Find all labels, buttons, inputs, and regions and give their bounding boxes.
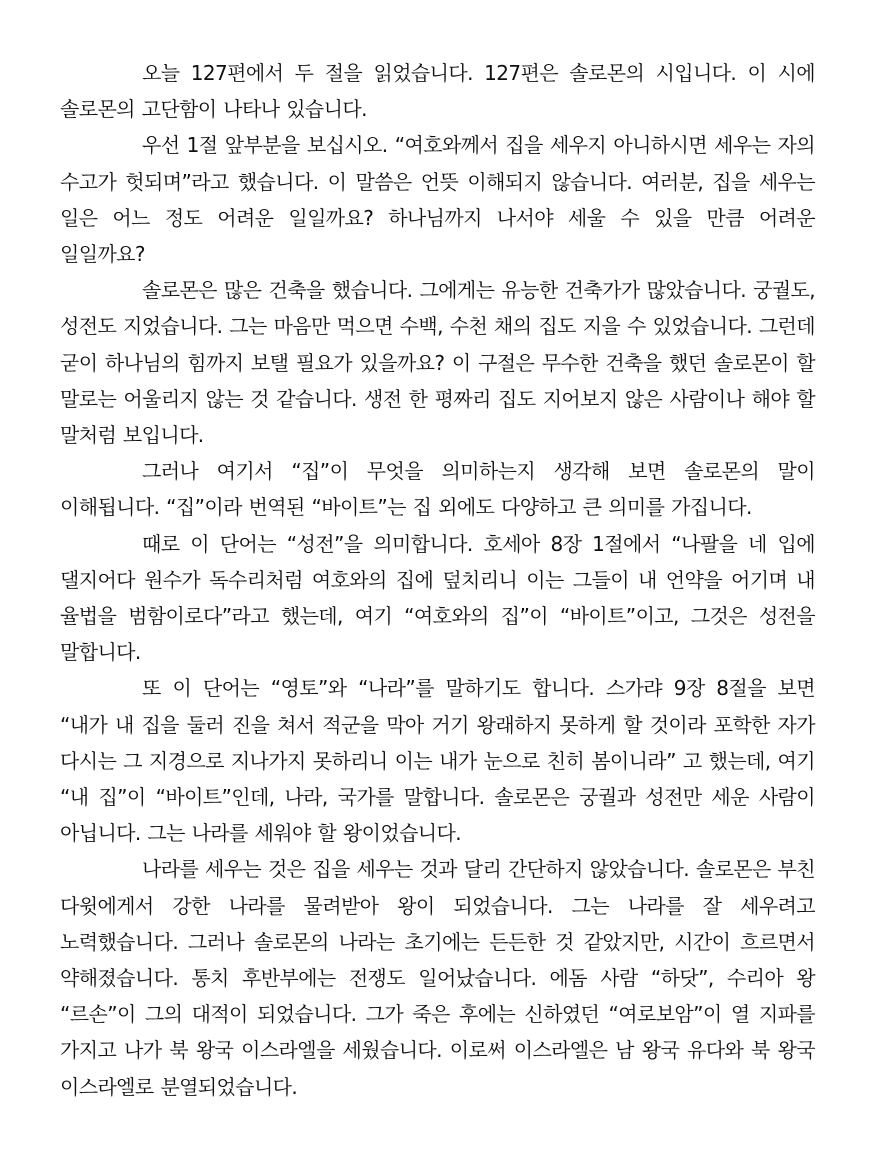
paragraph: 우선 1절 앞부분을 보십시오. “여호와께서 집을 세우지 아니하시면 세우는 자의 수고가 헛되며”라고 했습니다. 이 말씀은 언뜻 이해되지 않습니다. 여러분, 집을 세우는 일은 어느 정도 어려운 일일까요? 하나님까지 나서야 세울 수 있을 만큼 어려운 일일까요? (60, 133, 815, 267)
paragraph: 나라를 세우는 것은 집을 세우는 것과 달리 간단하지 않았습니다. 솔로몬은 부친 다윗에게서 강한 나라를 물려받아 왕이 되었습니다. 그는 나라를 잘 세우려고 노력했습니다. 그러나 솔로몬의 나라는 초기에는 든든한 것 같았지만, 시간이 흐르면서 약해졌습니다. 통치 후반부에는 전쟁도 일어났습니다. 에돔 사람 “하닷”, 수리아 왕 “르손”이 그의 대적이 되었습니다. 그가 죽은 후에는 신하였던 “여로보암”이 열 지파를 가지고 나가 북 왕국 이스라엘을 세웠습니다. 이로써 이스라엘은 남 왕국 유다와 북 왕국 이스라엘로 분열되었습니다. (60, 857, 815, 1099)
paragraph: 또 이 단어는 “영토”와 “나라”를 말하기도 합니다. 스가랴 9장 8절을 보면 “내가 내 집을 둘러 진을 쳐서 적군을 막아 거기 왕래하지 못하게 할 것이라 포학한 자가 다시는 그 지경으로 지나가지 못하리니 이는 내가 눈으로 친히 봄이니라” 고 했는데, 여기 “내 집”이 “바이트”인데, 나라, 국가를 말합니다. 솔로몬은 궁궐과 성전만 세운 사람이 아닙니다. 그는 나라를 세워야 할 왕이었습니다. (60, 676, 815, 846)
paragraph: 오늘 127편에서 두 절을 읽었습니다. 127편은 솔로몬의 시입니다. 이 시에 솔로몬의 고단함이 나타나 있습니다. (60, 61, 815, 122)
paragraph: 때로 이 단어는 “성전”을 의미합니다. 호세아 8장 1절에서 “나팔을 네 입에 댈지어다 원수가 독수리처럼 여호와의 집에 덮치리니 이는 그들이 내 언약을 어기며 내 율법을 범함이로다”라고 했는데, 여기 “여호와의 집”이 “바이트”이고, 그것은 성전을 말합니다. (60, 531, 815, 665)
paragraph: 그러나 여기서 “집”이 무엇을 의미하는지 생각해 보면 솔로몬의 말이 이해됩니다. “집”이라 번역된 “바이트”는 집 외에도 다양하고 큰 의미를 가집니다. (60, 459, 815, 520)
paragraph: 솔로몬은 많은 건축을 했습니다. 그에게는 유능한 건축가가 많았습니다. 궁궐도, 성전도 지었습니다. 그는 마음만 먹으면 수백, 수천 채의 집도 지을 수 있었습니다. 그런데 굳이 하나님의 힘까지 보탤 필요가 있을까요? 이 구절은 무수한 건축을 했던 솔로몬이 할 말로는 어울리지 않는 것 같습니다. 생전 한 평짜리 집도 지어보지 않은 사람이나 해야 할 말처럼 보입니다. (60, 278, 815, 448)
document-body (60, 55, 815, 1105)
